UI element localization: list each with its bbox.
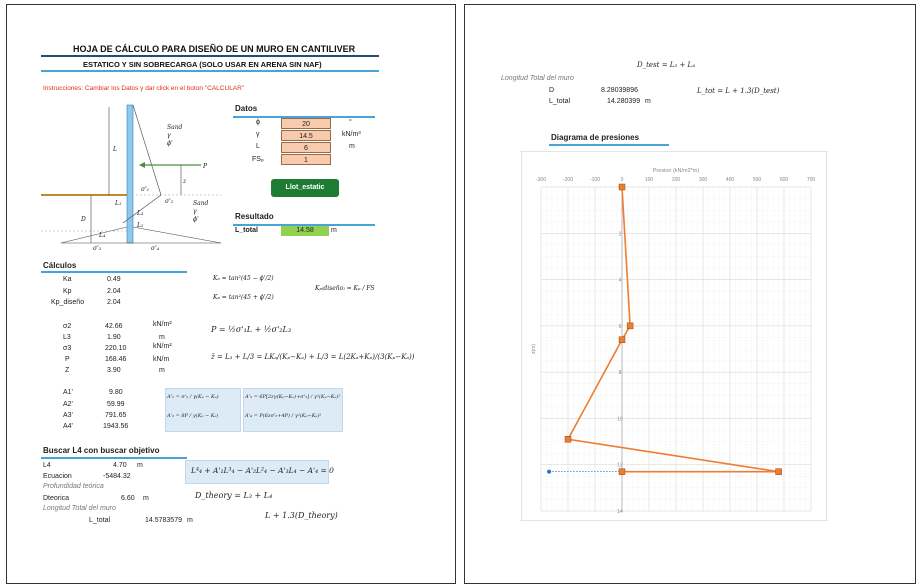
calc-value-a4: 1943.56 bbox=[103, 423, 129, 430]
y-tick-label: 12 bbox=[617, 462, 623, 469]
datos-sym-L: L bbox=[256, 143, 260, 150]
eq-dtest: D_test = L₃ + L₄ bbox=[637, 61, 696, 69]
calc-value-p: 168.46 bbox=[105, 356, 127, 363]
active-pressure-line bbox=[133, 105, 161, 195]
eq-dtheory: D_theory = L₃ + L₄ bbox=[195, 491, 273, 500]
calc-label-a4: A4' bbox=[63, 423, 73, 430]
series-point-pressure bbox=[565, 436, 571, 442]
buscar-lt-label: L_total bbox=[89, 517, 111, 524]
force-arrowhead bbox=[139, 162, 145, 168]
datos-unit-gamma: kN/m³ bbox=[342, 131, 361, 138]
buscar-dteo-label: Dteorica bbox=[43, 495, 70, 502]
instructions-text: Instrucciones: Cambiar los Datos y dar click en el boton "CALCULAR" bbox=[43, 85, 245, 92]
datos-input-phi[interactable]: 20 bbox=[281, 118, 331, 129]
datos-input-fs[interactable]: 1 bbox=[281, 154, 331, 165]
wall-stem bbox=[127, 105, 133, 243]
calc-label-ka: Ka bbox=[63, 276, 72, 283]
series-point-reference bbox=[547, 470, 551, 474]
label-L3: L₃ bbox=[137, 210, 144, 217]
series-point-pressure bbox=[619, 337, 625, 343]
y-tick-label: 8 bbox=[618, 370, 622, 377]
chart-heading: Diagrama de presiones bbox=[551, 133, 640, 142]
subtitle-rule bbox=[41, 70, 379, 72]
label-s4: σ'₄ bbox=[151, 245, 160, 252]
eq-l4: L⁴₄ + A'₁L³₄ − A'₂L²₄ − A'₃L₄ − A'₄ = 0 bbox=[191, 466, 334, 475]
sheet-page-left bbox=[6, 4, 456, 584]
calc-label-l3: L3 bbox=[63, 334, 71, 341]
eq-a4: A'₄ = P(6zσ'₅+4P) / γ²(Kₚ−Kₐ)² bbox=[245, 413, 322, 419]
calc-unit-l3: m bbox=[159, 334, 165, 341]
sheet2-lt-label: L_total bbox=[549, 98, 571, 105]
label-L2: L₂ bbox=[137, 222, 144, 229]
y-tick-label: 14 bbox=[617, 509, 623, 515]
buscar-l4-label: L4 bbox=[43, 462, 51, 469]
label-gamma-top: γ bbox=[167, 132, 171, 139]
buscar-l4-unit: m bbox=[137, 462, 143, 469]
eq-a3: A'₃ = 6P[2zγ(Kₚ−Kₐ)+σ'₅] / γ²(Kₚ−Kₐ)² bbox=[245, 394, 341, 400]
x-tick-label: 400 bbox=[725, 177, 735, 183]
x-tick-label: 500 bbox=[752, 177, 762, 183]
buscar-ec-label: Ecuacion bbox=[43, 473, 72, 480]
y-tick-label: 2 bbox=[618, 231, 622, 238]
heel-pressure-line bbox=[61, 227, 127, 243]
x-tick-label: -200 bbox=[562, 177, 574, 183]
calc-value-s2: 42.66 bbox=[105, 323, 123, 330]
resultado-label: L_total bbox=[235, 227, 258, 234]
label-z: z bbox=[183, 178, 187, 185]
label-s1: σ'₁ bbox=[141, 186, 150, 193]
buscar-dteo-unit: m bbox=[143, 495, 149, 502]
calc-value-a2: 59.99 bbox=[107, 401, 125, 408]
eq-p: P = ½σ'₁L + ½σ'₂L₃ bbox=[211, 325, 292, 334]
datos-unit-phi: ° bbox=[349, 119, 352, 126]
eq-zbar: z̄ = L₃ + L/3 = LKₐ/(Kₚ−Kₐ) + L/3 = L(2Kₐ+Kₚ)/(3(Kₚ−Kₐ)) bbox=[211, 353, 415, 361]
label-phi-top: ϕ' bbox=[167, 140, 173, 147]
calc-value-ka: 0.49 bbox=[107, 276, 121, 283]
x-tick-label: 0 bbox=[620, 177, 624, 183]
label-sand-bot: Sand bbox=[193, 200, 209, 207]
datos-input-gamma[interactable]: 14.5 bbox=[281, 130, 331, 141]
x-tick-label: 300 bbox=[698, 177, 708, 183]
x-axis-label: Presion (kN/m2*m) bbox=[652, 168, 700, 174]
series-point-pressure bbox=[619, 469, 625, 475]
x-tick-label: 200 bbox=[671, 177, 681, 183]
calc-value-l3: 1.90 bbox=[107, 334, 121, 341]
sheet2-d-label: D bbox=[549, 87, 555, 94]
calculos-rule bbox=[41, 271, 187, 273]
x-tick-label: 700 bbox=[806, 177, 816, 183]
calc-label-a1: A1' bbox=[63, 389, 73, 396]
calc-label-s2: σ2 bbox=[63, 323, 72, 330]
sheet2-d-value: 8.28039896 bbox=[601, 87, 638, 94]
buscar-rule bbox=[41, 457, 187, 459]
y-tick-label: 10 bbox=[617, 416, 623, 423]
series-point-pressure bbox=[627, 323, 633, 329]
buscar-lt-value: 14.5783579 bbox=[145, 517, 182, 524]
buscar-ec-value: -5484.32 bbox=[103, 473, 131, 480]
label-s3: σ'₃ bbox=[93, 245, 102, 252]
label-D: D bbox=[81, 216, 86, 223]
calc-label-kp: Kp bbox=[63, 288, 72, 295]
sheet2-lt-unit: m bbox=[645, 98, 651, 105]
calc-value-z: 3.90 bbox=[107, 367, 121, 374]
label-gamma-bot: γ bbox=[193, 208, 197, 215]
buscar-lt-unit: m bbox=[187, 517, 193, 524]
calc-unit-s2: kN/m² bbox=[153, 321, 172, 328]
calc-value-kp: 2.04 bbox=[107, 288, 121, 295]
datos-sym-phi: ϕ bbox=[256, 119, 260, 126]
calc-value-a1: 9.80 bbox=[109, 389, 123, 396]
eq-ltotal: L + 1.3(D_theory) bbox=[265, 511, 338, 520]
y-tick-label: 4 bbox=[618, 277, 622, 284]
buscar-long-label: Longitud Total del muro bbox=[43, 505, 116, 512]
x-tick-label: 100 bbox=[644, 177, 654, 183]
wall-diagram bbox=[41, 103, 231, 253]
buscar-prof-label: Profundidad teórica bbox=[43, 483, 104, 490]
resultado-unit: m bbox=[331, 227, 337, 234]
x-tick-label: 600 bbox=[779, 177, 789, 183]
datos-sym-gamma: γ bbox=[256, 131, 260, 138]
calc-unit-z: m bbox=[159, 367, 165, 374]
calc-value-s3: 220.10 bbox=[105, 345, 127, 352]
eq-a2: A'₂ = 8P / γ(Kₚ − Kₐ) bbox=[167, 413, 219, 419]
buscar-dteo-value: 6.60 bbox=[121, 495, 135, 502]
label-sand-top: Sand bbox=[167, 124, 183, 131]
resultado-heading: Resultado bbox=[235, 212, 274, 221]
calc-label-kpd: Kp_diseño bbox=[51, 299, 85, 306]
eq-ka: Kₐ = tan²(45 − ϕ'/2) bbox=[213, 275, 274, 282]
calc-label-s3: σ3 bbox=[63, 345, 72, 352]
x-tick-label: -300 bbox=[535, 177, 547, 183]
datos-sym-fs: FSₚ bbox=[252, 156, 264, 163]
buscar-heading: Buscar L4 con buscar objetivo bbox=[43, 446, 160, 455]
y-tick-label: 6 bbox=[618, 323, 622, 330]
label-L: L bbox=[113, 146, 117, 153]
calc-label-a3: A3' bbox=[63, 412, 73, 419]
eq-kpd: Kₚ₍diseño₎ = Kₚ / FS bbox=[315, 285, 375, 292]
calc-value-a3: 791.65 bbox=[105, 412, 127, 419]
series-point-pressure bbox=[776, 469, 782, 475]
datos-input-L[interactable]: 6 bbox=[281, 142, 331, 153]
x-tick-label: -100 bbox=[589, 177, 601, 183]
buscar-l4-value: 4.70 bbox=[113, 462, 127, 469]
sheet2-lt-value: 14.280399 bbox=[607, 98, 641, 105]
datos-unit-L: m bbox=[349, 143, 355, 150]
series-point-pressure bbox=[619, 184, 625, 190]
calc-unit-s3: kN/m² bbox=[153, 343, 172, 350]
calc-label-z: Z bbox=[65, 367, 70, 374]
eq-a1: A'₁ = σ'₅ / γ(Kₚ − Kₐ) bbox=[167, 394, 219, 400]
label-L1: L₁ bbox=[115, 200, 122, 207]
calc-label-p: P bbox=[65, 356, 70, 363]
label-L4: L₄ bbox=[99, 232, 106, 239]
chart-frame bbox=[521, 151, 827, 521]
eq-ltot: L_tot = L + 1.3(D_test) bbox=[697, 87, 780, 95]
label-s2: σ'₂ bbox=[165, 198, 174, 205]
eq-kp: Kₚ = tan²(45 + ϕ'/2) bbox=[213, 294, 274, 301]
toe-pressure-line bbox=[133, 227, 221, 243]
datos-heading: Datos bbox=[235, 104, 258, 113]
page-subtitle: ESTATICO Y SIN SOBRECARGA (SOLO USAR EN ARENA SIN NAF) bbox=[83, 60, 322, 69]
calc-label-a2: A2' bbox=[63, 401, 73, 408]
title-rule bbox=[41, 55, 379, 57]
pressure-chart bbox=[521, 151, 827, 521]
calcular-button[interactable]: Llot_estatic bbox=[271, 179, 339, 197]
sheet-page-right bbox=[464, 4, 916, 584]
y-axis-label: z(m) bbox=[531, 344, 537, 354]
page-title: HOJA DE CÁLCULO PARA DISEÑO DE UN MURO EN CANTILIVER bbox=[73, 44, 356, 54]
resultado-value: 14.58 bbox=[281, 226, 329, 236]
sheet2-long-label: Longitud Total del muro bbox=[501, 75, 574, 82]
calculos-heading: Cálculos bbox=[43, 261, 77, 270]
label-P: P bbox=[203, 163, 208, 170]
calc-unit-p: kN/m bbox=[153, 356, 170, 363]
chart-heading-rule bbox=[549, 144, 669, 146]
label-phi-bot: ϕ' bbox=[193, 216, 199, 223]
calc-value-kpd: 2.04 bbox=[107, 299, 121, 306]
